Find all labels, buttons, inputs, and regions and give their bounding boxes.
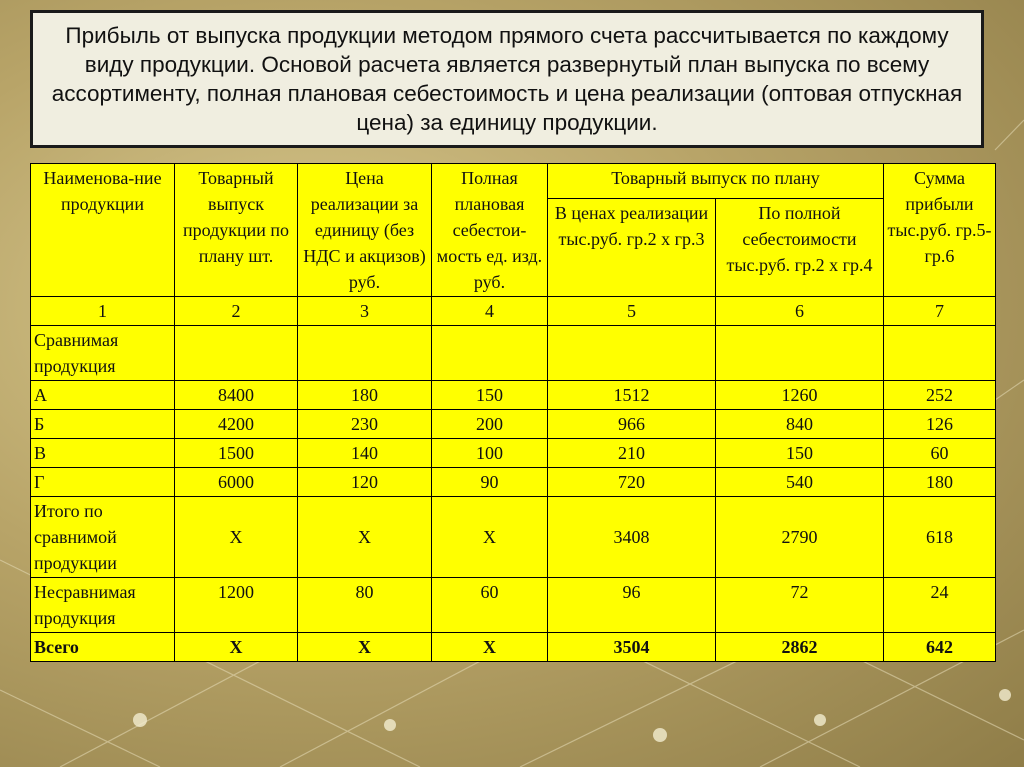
unit-cost: 60 bbox=[432, 578, 548, 633]
total-row bbox=[31, 633, 996, 662]
empty-cell bbox=[175, 326, 298, 381]
unit-price: 120 bbox=[298, 468, 432, 497]
column-number: 1 bbox=[31, 297, 175, 326]
header-full-cost: По полной себестоимости тыс.руб. гр.2 х гр.4 bbox=[716, 199, 884, 297]
empty-cell bbox=[884, 326, 996, 381]
table-row bbox=[31, 410, 996, 439]
subtotal-row bbox=[31, 497, 996, 578]
product-name: Г bbox=[31, 468, 175, 497]
noncomparable-row bbox=[31, 578, 996, 633]
header-output-plan: Товарный выпуск по плану bbox=[548, 164, 884, 199]
unit-price: 80 bbox=[298, 578, 432, 633]
profit: 618 bbox=[884, 497, 996, 578]
product-name: В bbox=[31, 439, 175, 468]
output-qty: 1500 bbox=[175, 439, 298, 468]
table-row bbox=[31, 439, 996, 468]
profit: 180 bbox=[884, 468, 996, 497]
column-number-row bbox=[31, 297, 996, 326]
revenue: 96 bbox=[548, 578, 716, 633]
profit: 60 bbox=[884, 439, 996, 468]
header-output-qty: Товарный выпуск продукции по плану шт. bbox=[175, 164, 298, 297]
full-cost: 540 bbox=[716, 468, 884, 497]
output-qty: Х bbox=[175, 633, 298, 662]
revenue: 1512 bbox=[548, 381, 716, 410]
empty-cell bbox=[298, 326, 432, 381]
profit: 126 bbox=[884, 410, 996, 439]
subtotal-label: Итого по сравнимой продукции bbox=[31, 497, 175, 578]
header-row bbox=[31, 164, 996, 199]
full-cost: 72 bbox=[716, 578, 884, 633]
unit-cost: 200 bbox=[432, 410, 548, 439]
unit-price: Х bbox=[298, 633, 432, 662]
empty-cell bbox=[548, 326, 716, 381]
full-cost: 150 bbox=[716, 439, 884, 468]
header-profit: Сумма прибыли тыс.руб. гр.5-гр.6 bbox=[884, 164, 996, 297]
profit: 24 bbox=[884, 578, 996, 633]
profit: 642 bbox=[884, 633, 996, 662]
revenue: 210 bbox=[548, 439, 716, 468]
production-plan-table bbox=[30, 163, 996, 662]
unit-cost: 90 bbox=[432, 468, 548, 497]
profit: 252 bbox=[884, 381, 996, 410]
revenue: 966 bbox=[548, 410, 716, 439]
empty-cell bbox=[432, 326, 548, 381]
full-cost: 840 bbox=[716, 410, 884, 439]
intro-text: Прибыль от выпуска продукции методом прямого счета рассчитывается по каждому виду продукции. Основой расчета является развернутый план выпуска по всему ассортименту, полная плановая себестоимость и цена реализации (оптовая отпускная цена) за единицу продукции. bbox=[51, 23, 963, 135]
noncomparable-label: Несравнимая продукция bbox=[31, 578, 175, 633]
column-number: 6 bbox=[716, 297, 884, 326]
column-number: 4 bbox=[432, 297, 548, 326]
unit-cost: 150 bbox=[432, 381, 548, 410]
output-qty: 1200 bbox=[175, 578, 298, 633]
output-qty: 8400 bbox=[175, 381, 298, 410]
revenue: 3504 bbox=[548, 633, 716, 662]
output-qty: 6000 bbox=[175, 468, 298, 497]
intro-callout bbox=[30, 10, 984, 148]
section-row bbox=[31, 326, 996, 381]
full-cost: 1260 bbox=[716, 381, 884, 410]
table-row bbox=[31, 468, 996, 497]
column-number: 7 bbox=[884, 297, 996, 326]
empty-cell bbox=[716, 326, 884, 381]
output-qty: Х bbox=[175, 497, 298, 578]
header-unit-cost: Полная плановая себестои-мость ед. изд. руб. bbox=[432, 164, 548, 297]
full-cost: 2862 bbox=[716, 633, 884, 662]
full-cost: 2790 bbox=[716, 497, 884, 578]
revenue: 720 bbox=[548, 468, 716, 497]
product-name: Б bbox=[31, 410, 175, 439]
column-number: 3 bbox=[298, 297, 432, 326]
product-name: А bbox=[31, 381, 175, 410]
header-sales-prices: В ценах реализации тыс.руб. гр.2 х гр.3 bbox=[548, 199, 716, 297]
header-unit-price: Цена реализации за единицу (без НДС и акцизов) руб. bbox=[298, 164, 432, 297]
unit-cost: Х bbox=[432, 497, 548, 578]
unit-price: Х bbox=[298, 497, 432, 578]
unit-price: 180 bbox=[298, 381, 432, 410]
unit-price: 230 bbox=[298, 410, 432, 439]
column-number: 2 bbox=[175, 297, 298, 326]
table-row bbox=[31, 381, 996, 410]
header-product-name: Наименова-ние продукции bbox=[31, 164, 175, 297]
revenue: 3408 bbox=[548, 497, 716, 578]
unit-cost: 100 bbox=[432, 439, 548, 468]
column-number: 5 bbox=[548, 297, 716, 326]
unit-price: 140 bbox=[298, 439, 432, 468]
unit-cost: Х bbox=[432, 633, 548, 662]
total-label: Всего bbox=[31, 633, 175, 662]
output-qty: 4200 bbox=[175, 410, 298, 439]
section-label: Сравнимая продукция bbox=[31, 326, 175, 381]
